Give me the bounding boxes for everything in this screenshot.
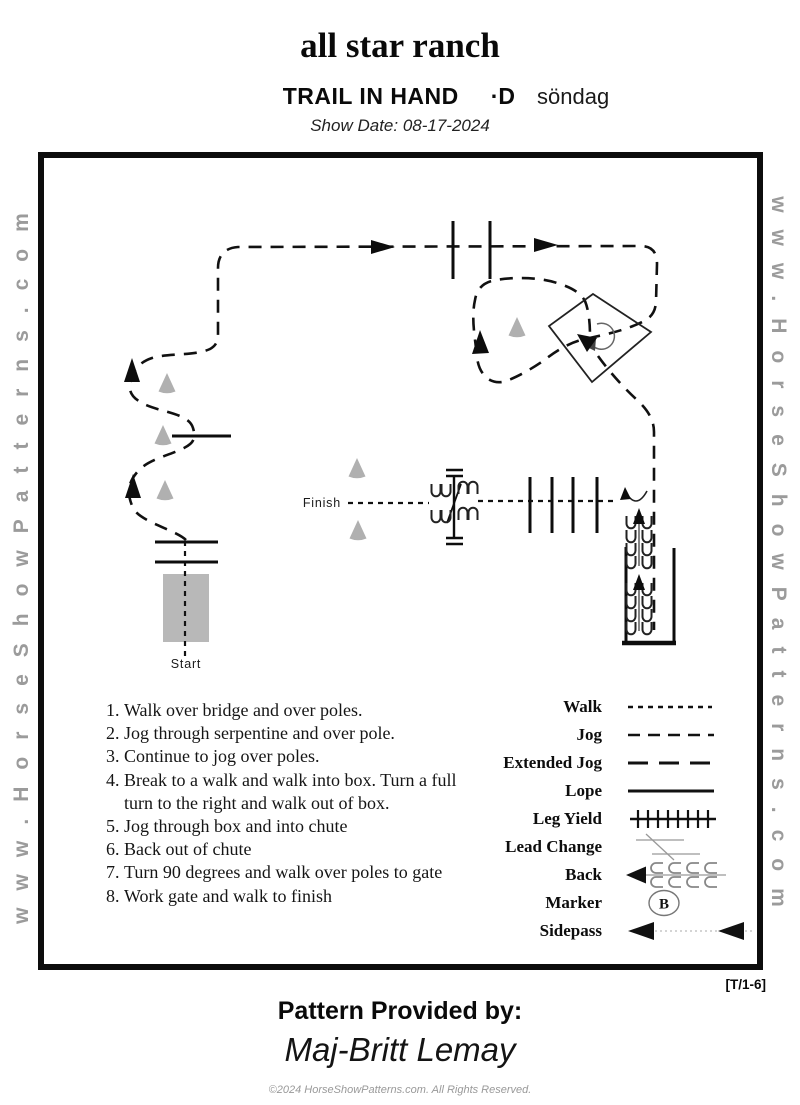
instruction-item: 8. Work gate and walk to finish bbox=[124, 885, 489, 908]
instruction-item: 7. Turn 90 degrees and walk over poles to gate bbox=[124, 861, 489, 884]
instruction-item: 2. Jog through serpentine and over pole. bbox=[124, 722, 489, 745]
watermark-right: www.HorseShowPatterns.com bbox=[767, 196, 790, 924]
jog-path bbox=[129, 246, 657, 630]
walk-line-symbol bbox=[622, 693, 772, 721]
legend-label-leg-yield: Leg Yield bbox=[532, 809, 602, 828]
cone bbox=[155, 425, 172, 445]
legend-row-walk bbox=[482, 693, 772, 721]
sidepass-symbol bbox=[622, 917, 772, 945]
marker-letter: B bbox=[658, 896, 670, 913]
class-code: ·D bbox=[490, 83, 516, 109]
symbol-legend bbox=[482, 693, 772, 945]
instruction-item: 5. Jog through box and into chute bbox=[124, 815, 489, 838]
legend-label-walk: Walk bbox=[563, 697, 602, 716]
legend-row-extended-jog bbox=[482, 749, 772, 777]
instruction-item: 6. Back out of chute bbox=[124, 838, 489, 861]
copyright-notice: ©2024 HorseShowPatterns.com. All Rights Reserved. bbox=[268, 1084, 532, 1096]
legend-label-lead-change: Lead Change bbox=[505, 837, 602, 856]
class-title: TRAIL IN HAND bbox=[282, 83, 459, 109]
lope-line-symbol bbox=[622, 777, 772, 805]
legend-row-sidepass bbox=[482, 917, 772, 945]
ranch-name-title: all star ranch bbox=[300, 26, 500, 65]
gate-obstacle bbox=[432, 470, 478, 544]
finish-label: Finish bbox=[302, 496, 341, 510]
cone bbox=[157, 480, 174, 500]
jog-line-symbol bbox=[622, 721, 772, 749]
legend-row-marker bbox=[482, 889, 772, 917]
legend-label-extended-jog: Extended Jog bbox=[503, 753, 602, 772]
provided-by-label: Pattern Provided by: bbox=[277, 997, 523, 1025]
legend-row-jog bbox=[482, 721, 772, 749]
chute-obstacle bbox=[620, 487, 676, 643]
leg-yield-symbol bbox=[622, 805, 772, 833]
day-label: söndag bbox=[537, 84, 610, 109]
pattern-reference-code: [T/1-6] bbox=[725, 977, 766, 992]
provider-name: Maj-Britt Lemay bbox=[284, 1031, 516, 1068]
legend-label-sidepass: Sidepass bbox=[539, 921, 602, 940]
watermark-left: www.HorseShowPatterns.com bbox=[10, 196, 33, 924]
legend-row-back bbox=[482, 861, 772, 889]
turn-box bbox=[549, 294, 651, 382]
cone bbox=[509, 317, 526, 337]
legend-row-lead-change bbox=[482, 833, 772, 861]
start-label: Start bbox=[170, 657, 202, 671]
legend-label-back: Back bbox=[565, 865, 602, 884]
instruction-item: 1. Walk over bridge and over poles. bbox=[124, 699, 489, 722]
legend-row-lope bbox=[482, 777, 772, 805]
legend-row-leg-yield bbox=[482, 805, 772, 833]
pattern-instructions bbox=[97, 699, 489, 908]
show-date: Show Date: 08-17-2024 bbox=[310, 116, 490, 135]
legend-label-jog: Jog bbox=[576, 725, 602, 744]
back-symbol bbox=[622, 861, 772, 889]
instruction-item: 4. Break to a walk and walk into box. Turn a full turn to the right and walk out of box. bbox=[124, 769, 489, 815]
lead-change-symbol bbox=[622, 833, 772, 861]
extended-jog-line-symbol bbox=[622, 749, 772, 777]
instruction-list bbox=[97, 699, 489, 908]
cone bbox=[349, 458, 366, 478]
legend-label-lope: Lope bbox=[565, 781, 602, 800]
ground-poles bbox=[155, 221, 597, 562]
instruction-item: 3. Continue to jog over poles. bbox=[124, 745, 489, 768]
cone bbox=[159, 373, 176, 393]
marker-symbol bbox=[622, 889, 772, 917]
legend-label-marker: Marker bbox=[545, 893, 602, 912]
cone bbox=[350, 520, 367, 540]
